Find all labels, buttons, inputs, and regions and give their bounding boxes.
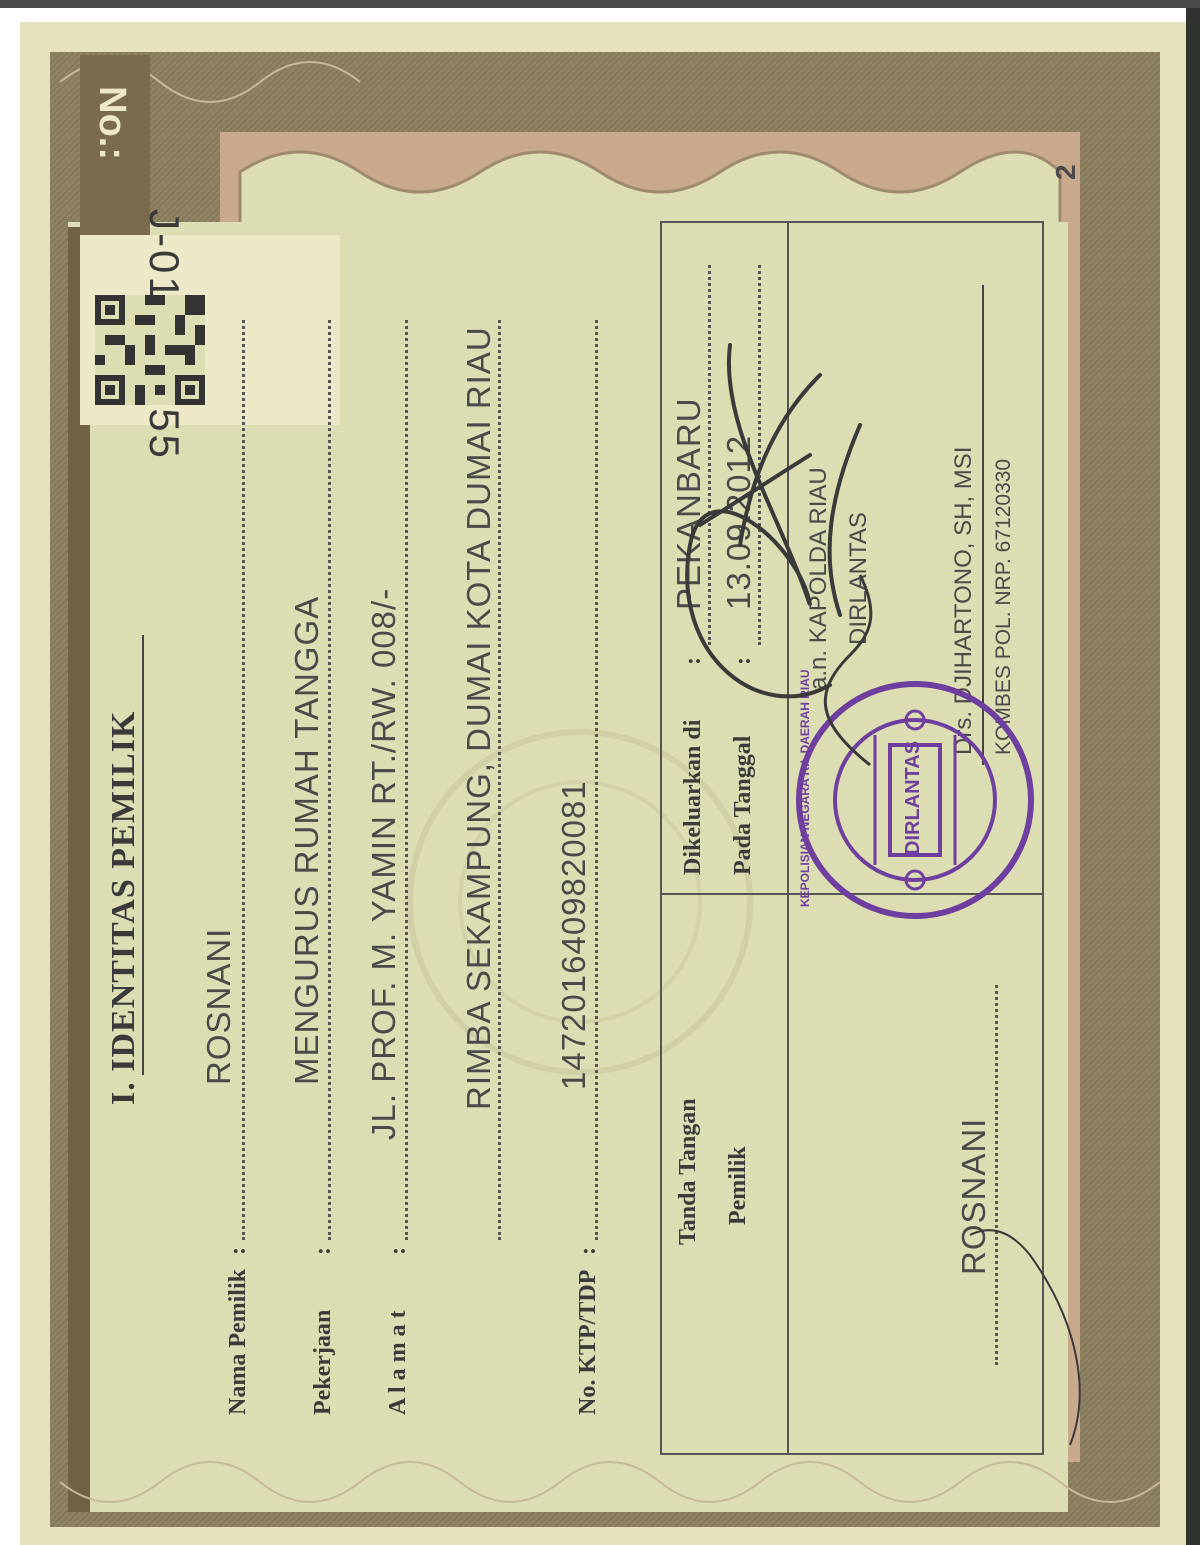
issued-at-label: Dikeluarkan di [680,719,706,875]
owner-signature-label-line1: Tanda Tangan [675,1098,701,1245]
date-value: 13.09.2012 [720,434,757,610]
dotted-line [328,320,331,1240]
field-colon: : [310,1247,336,1255]
field-value-occupation: MENGURUS RUMAH TANGGA [288,595,325,1085]
field-label-owner-name: Nama Pemilik [225,1269,251,1415]
stamp-ring-text: KEPOLISIAN NEGARA R.I. DAERAH RIAU [798,669,812,907]
issued-at-colon: : [680,657,706,665]
top-edge-bar [0,0,1200,8]
qr-code [95,295,205,405]
field-value-ktp: 1472016409820081 [555,780,592,1090]
official-line1: a.n. KAPOLDA RIAU [805,467,832,690]
scan-right-edge [1186,8,1200,1545]
date-colon: : [730,657,756,665]
dotted-line [498,320,501,1240]
title-underline [142,635,144,1075]
field-label-occupation: Pekerjaan [310,1309,336,1415]
date-label: Pada Tanggal [730,735,756,875]
official-rank: KOMBES POL. NRP. 67120330 [992,458,1015,755]
owner-signature-name: ROSNANI [955,1117,992,1275]
field-value-address-line1: JL. PROF. M. YAMIN RT./RW. 008/- [365,587,402,1140]
field-colon: : [385,1247,411,1255]
field-label-address: A l a m a t [385,1310,411,1415]
issued-at-value: PEKANBARU [670,397,707,610]
section-title: I. IDENTITAS PEMILIK [105,710,142,1105]
field-colon: : [225,1247,251,1255]
stamp-center-text: DIRLANTAS [902,740,924,855]
number-label: No.: [91,86,133,160]
official-name: Drs. DJIHARTONO, SH, MSI [950,446,977,755]
field-value-address-line2: RIMBA SEKAMPUNG, DUMAI KOTA DUMAI RIAU [460,326,497,1110]
official-line2: DIRLANTAS [845,512,872,645]
owner-signature-label-line2: Pemilik [725,1146,751,1225]
dotted-line [405,320,408,1240]
vehicle-ownership-document [20,22,1186,1545]
official-signature [580,285,910,845]
owner-signature-mark [960,1215,1090,1465]
field-value-owner-name: ROSNANI [200,927,237,1085]
field-label-ktp: No. KTP/TDP [575,1269,601,1415]
page-number: 2 [1050,164,1081,180]
field-colon: : [575,1247,601,1255]
dotted-line [242,320,245,1240]
rotated-content [20,22,1186,1545]
